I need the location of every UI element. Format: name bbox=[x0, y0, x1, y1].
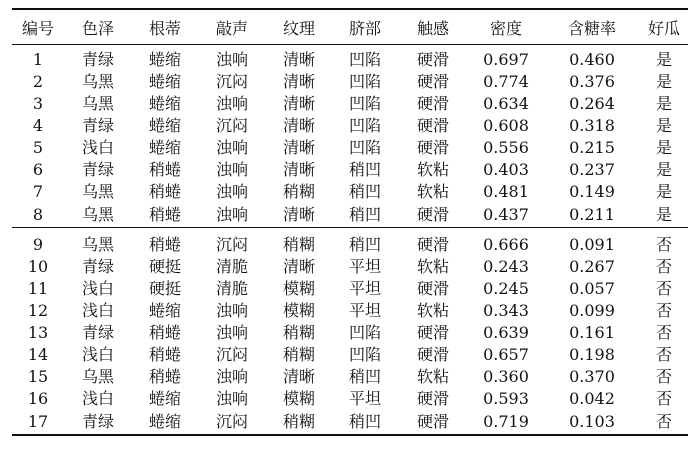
cell-root: 稍蜷 bbox=[148, 160, 181, 179]
cell-good: 是 bbox=[655, 182, 672, 201]
cell-navel: 凹陷 bbox=[348, 116, 381, 135]
cell-touch: 硬滑 bbox=[416, 50, 449, 69]
cell-id: 17 bbox=[12, 410, 64, 435]
cell-navel: 凹陷 bbox=[348, 345, 381, 364]
cell-touch: 软粘 bbox=[416, 257, 449, 276]
cell-density: 0.243 bbox=[483, 257, 529, 276]
header-row bbox=[12, 9, 688, 45]
cell-good: 否 bbox=[655, 389, 672, 408]
cell-id: 4 bbox=[32, 116, 44, 135]
cell-density: 0.360 bbox=[483, 367, 529, 386]
cell-sugar: 0.460 bbox=[569, 50, 615, 69]
cell-root: 蜷缩 bbox=[148, 138, 181, 157]
cell-density: 0.608 bbox=[483, 116, 529, 135]
cell-good: 否 bbox=[655, 235, 672, 254]
cell-touch: 硬滑 bbox=[416, 116, 449, 135]
cell-good: 是 bbox=[640, 203, 688, 228]
cell-density: 0.403 bbox=[483, 160, 529, 179]
cell-touch: 软粘 bbox=[416, 160, 449, 179]
cell-sound: 浊响 bbox=[215, 367, 248, 386]
cell-good: 否 bbox=[655, 323, 672, 342]
cell-density: 0.774 bbox=[483, 72, 529, 91]
cell-id: 10 bbox=[27, 257, 49, 276]
cell-texture: 模糊 bbox=[282, 279, 315, 298]
cell-density: 0.481 bbox=[483, 182, 529, 201]
cell-texture: 清晰 bbox=[282, 160, 315, 179]
table-row bbox=[12, 256, 688, 278]
cell-sugar: 0.264 bbox=[569, 94, 615, 113]
watermelon-dataset bbox=[12, 8, 688, 436]
cell-color: 青绿 bbox=[81, 160, 114, 179]
cell-id: 14 bbox=[27, 345, 49, 364]
cell-color: 乌黑 bbox=[81, 72, 114, 91]
cell-navel: 平坦 bbox=[348, 279, 381, 298]
cell-root: 蜷缩 bbox=[148, 94, 181, 113]
table-row bbox=[12, 137, 688, 159]
cell-touch: 硬滑 bbox=[416, 279, 449, 298]
cell-root: 稍蜷 bbox=[148, 323, 181, 342]
cell-root: 稍蜷 bbox=[148, 367, 181, 386]
cell-texture: 稍糊 bbox=[282, 182, 315, 201]
cell-sugar: 0.099 bbox=[569, 301, 615, 320]
table-row bbox=[12, 71, 688, 93]
cell-id: 9 bbox=[32, 235, 44, 254]
cell-sugar: 0.215 bbox=[569, 138, 615, 157]
cell-color: 乌黑 bbox=[64, 203, 132, 228]
header-id: 编号 bbox=[12, 9, 64, 45]
cell-navel: 平坦 bbox=[348, 257, 381, 276]
header-density: 密度 bbox=[468, 9, 544, 45]
cell-texture: 清晰 bbox=[282, 257, 315, 276]
cell-good: 否 bbox=[655, 301, 672, 320]
cell-touch: 硬滑 bbox=[416, 345, 449, 364]
cell-good: 是 bbox=[655, 138, 672, 157]
table-row bbox=[12, 366, 688, 388]
header-touch: 触感 bbox=[398, 9, 468, 45]
cell-id: 2 bbox=[32, 72, 44, 91]
table-row bbox=[12, 322, 688, 344]
cell-id: 11 bbox=[27, 279, 49, 298]
cell-density: 0.343 bbox=[483, 301, 529, 320]
cell-id: 12 bbox=[27, 301, 49, 320]
cell-texture: 稍糊 bbox=[282, 235, 315, 254]
watermelon-table bbox=[12, 8, 688, 436]
cell-sugar: 0.057 bbox=[569, 279, 615, 298]
table-row bbox=[12, 115, 688, 137]
cell-sound: 浊响 bbox=[198, 203, 266, 228]
header-color: 色泽 bbox=[64, 9, 132, 45]
cell-color: 乌黑 bbox=[81, 367, 114, 386]
cell-sound: 沉闷 bbox=[215, 235, 248, 254]
cell-sound: 沉闷 bbox=[215, 72, 248, 91]
cell-color: 浅白 bbox=[81, 138, 114, 157]
cell-density: 0.437 bbox=[468, 203, 544, 228]
cell-good: 是 bbox=[655, 94, 672, 113]
cell-touch: 硬滑 bbox=[416, 72, 449, 91]
cell-color: 乌黑 bbox=[81, 94, 114, 113]
cell-texture: 稍糊 bbox=[282, 323, 315, 342]
table-row bbox=[12, 278, 688, 300]
cell-touch: 软粘 bbox=[416, 301, 449, 320]
cell-texture: 清晰 bbox=[282, 50, 315, 69]
cell-sound: 浊响 bbox=[215, 389, 248, 408]
table-row bbox=[12, 159, 688, 181]
cell-sugar: 0.103 bbox=[544, 410, 640, 435]
cell-touch: 硬滑 bbox=[416, 389, 449, 408]
cell-navel: 稍凹 bbox=[332, 410, 398, 435]
cell-root: 蜷缩 bbox=[148, 50, 181, 69]
table-row bbox=[12, 410, 688, 435]
table-row bbox=[12, 344, 688, 366]
cell-sound: 沉闷 bbox=[215, 116, 248, 135]
cell-root: 稍蜷 bbox=[148, 182, 181, 201]
cell-sugar: 0.267 bbox=[569, 257, 615, 276]
cell-touch: 硬滑 bbox=[416, 138, 449, 157]
table-row bbox=[12, 228, 688, 257]
cell-sugar: 0.370 bbox=[569, 367, 615, 386]
cell-sugar: 0.211 bbox=[544, 203, 640, 228]
cell-sound: 沉闷 bbox=[215, 345, 248, 364]
header-navel: 脐部 bbox=[332, 9, 398, 45]
cell-color: 乌黑 bbox=[81, 182, 114, 201]
cell-color: 青绿 bbox=[81, 116, 114, 135]
cell-density: 0.593 bbox=[483, 389, 529, 408]
table-row bbox=[12, 203, 688, 228]
cell-texture: 清晰 bbox=[282, 72, 315, 91]
cell-color: 浅白 bbox=[81, 279, 114, 298]
cell-root: 蜷缩 bbox=[148, 116, 181, 135]
cell-sugar: 0.318 bbox=[569, 116, 615, 135]
cell-navel: 凹陷 bbox=[348, 72, 381, 91]
cell-id: 15 bbox=[27, 367, 49, 386]
cell-density: 0.556 bbox=[483, 138, 529, 157]
good-melon-rows bbox=[12, 45, 688, 228]
cell-good: 是 bbox=[655, 50, 672, 69]
cell-texture: 清晰 bbox=[282, 367, 315, 386]
cell-navel: 稍凹 bbox=[348, 367, 381, 386]
cell-touch: 硬滑 bbox=[416, 323, 449, 342]
cell-touch: 硬滑 bbox=[416, 235, 449, 254]
cell-sugar: 0.237 bbox=[569, 160, 615, 179]
table-row bbox=[12, 45, 688, 72]
cell-sound: 浊响 bbox=[215, 323, 248, 342]
cell-root: 蜷缩 bbox=[132, 410, 198, 435]
cell-texture: 清晰 bbox=[282, 94, 315, 113]
cell-good: 是 bbox=[655, 72, 672, 91]
cell-root: 蜷缩 bbox=[148, 72, 181, 91]
cell-navel: 凹陷 bbox=[348, 323, 381, 342]
cell-id: 8 bbox=[12, 203, 64, 228]
cell-texture: 模糊 bbox=[282, 301, 315, 320]
cell-good: 否 bbox=[655, 345, 672, 364]
cell-sugar: 0.149 bbox=[569, 182, 615, 201]
cell-color: 青绿 bbox=[81, 323, 114, 342]
cell-good: 是 bbox=[655, 160, 672, 179]
table-row bbox=[12, 388, 688, 410]
cell-touch: 硬滑 bbox=[398, 203, 468, 228]
cell-id: 7 bbox=[32, 182, 44, 201]
cell-navel: 稍凹 bbox=[348, 160, 381, 179]
cell-density: 0.657 bbox=[483, 345, 529, 364]
cell-navel: 凹陷 bbox=[348, 94, 381, 113]
cell-sound: 浊响 bbox=[215, 182, 248, 201]
bad-melon-rows bbox=[12, 228, 688, 436]
cell-root: 硬挺 bbox=[148, 279, 181, 298]
cell-navel: 凹陷 bbox=[348, 138, 381, 157]
cell-id: 3 bbox=[32, 94, 44, 113]
cell-texture: 清晰 bbox=[282, 138, 315, 157]
cell-density: 0.639 bbox=[483, 323, 529, 342]
cell-density: 0.719 bbox=[468, 410, 544, 435]
cell-sugar: 0.091 bbox=[569, 235, 615, 254]
cell-id: 13 bbox=[27, 323, 49, 342]
cell-navel: 稍凹 bbox=[348, 182, 381, 201]
cell-color: 浅白 bbox=[81, 301, 114, 320]
cell-root: 稍蜷 bbox=[132, 203, 198, 228]
cell-sound: 浊响 bbox=[215, 50, 248, 69]
cell-touch: 硬滑 bbox=[398, 410, 468, 435]
cell-sound: 浊响 bbox=[215, 301, 248, 320]
cell-sugar: 0.376 bbox=[569, 72, 615, 91]
cell-density: 0.697 bbox=[483, 50, 529, 69]
cell-sound: 浊响 bbox=[215, 160, 248, 179]
cell-touch: 软粘 bbox=[416, 367, 449, 386]
cell-navel: 稍凹 bbox=[332, 203, 398, 228]
header-sound: 敲声 bbox=[198, 9, 266, 45]
cell-navel: 平坦 bbox=[348, 301, 381, 320]
cell-navel: 凹陷 bbox=[348, 50, 381, 69]
cell-sound: 浊响 bbox=[215, 94, 248, 113]
cell-color: 浅白 bbox=[81, 345, 114, 364]
cell-texture: 稍糊 bbox=[266, 410, 332, 435]
header-sugar: 含糖率 bbox=[544, 9, 640, 45]
cell-sound: 清脆 bbox=[215, 257, 248, 276]
cell-good: 否 bbox=[640, 410, 688, 435]
cell-navel: 稍凹 bbox=[348, 235, 381, 254]
cell-sound: 浊响 bbox=[215, 138, 248, 157]
cell-sugar: 0.042 bbox=[569, 389, 615, 408]
cell-root: 蜷缩 bbox=[148, 389, 181, 408]
cell-good: 否 bbox=[655, 279, 672, 298]
cell-touch: 硬滑 bbox=[416, 94, 449, 113]
cell-density: 0.245 bbox=[483, 279, 529, 298]
cell-color: 青绿 bbox=[81, 257, 114, 276]
cell-root: 稍蜷 bbox=[148, 235, 181, 254]
cell-good: 否 bbox=[655, 367, 672, 386]
table-row bbox=[12, 300, 688, 322]
cell-id: 5 bbox=[32, 138, 44, 157]
cell-color: 浅白 bbox=[81, 389, 114, 408]
cell-texture: 模糊 bbox=[282, 389, 315, 408]
cell-good: 是 bbox=[655, 116, 672, 135]
cell-id: 16 bbox=[27, 389, 49, 408]
cell-color: 青绿 bbox=[64, 410, 132, 435]
cell-color: 青绿 bbox=[81, 50, 114, 69]
cell-id: 1 bbox=[32, 50, 44, 69]
table-header bbox=[12, 9, 688, 45]
cell-density: 0.634 bbox=[483, 94, 529, 113]
header-texture: 纹理 bbox=[266, 9, 332, 45]
table-row bbox=[12, 181, 688, 203]
cell-id: 6 bbox=[32, 160, 44, 179]
header-good: 好瓜 bbox=[640, 9, 688, 45]
cell-root: 蜷缩 bbox=[148, 301, 181, 320]
cell-texture: 稍糊 bbox=[282, 345, 315, 364]
cell-sugar: 0.198 bbox=[569, 345, 615, 364]
cell-color: 乌黑 bbox=[81, 235, 114, 254]
cell-good: 否 bbox=[655, 257, 672, 276]
cell-root: 稍蜷 bbox=[148, 345, 181, 364]
cell-sugar: 0.161 bbox=[569, 323, 615, 342]
cell-navel: 平坦 bbox=[348, 389, 381, 408]
table-row bbox=[12, 93, 688, 115]
cell-sound: 沉闷 bbox=[198, 410, 266, 435]
cell-texture: 清晰 bbox=[266, 203, 332, 228]
cell-root: 硬挺 bbox=[148, 257, 181, 276]
cell-touch: 软粘 bbox=[416, 182, 449, 201]
cell-density: 0.666 bbox=[483, 235, 529, 254]
cell-sound: 清脆 bbox=[215, 279, 248, 298]
header-root: 根蒂 bbox=[132, 9, 198, 45]
cell-texture: 清晰 bbox=[282, 116, 315, 135]
